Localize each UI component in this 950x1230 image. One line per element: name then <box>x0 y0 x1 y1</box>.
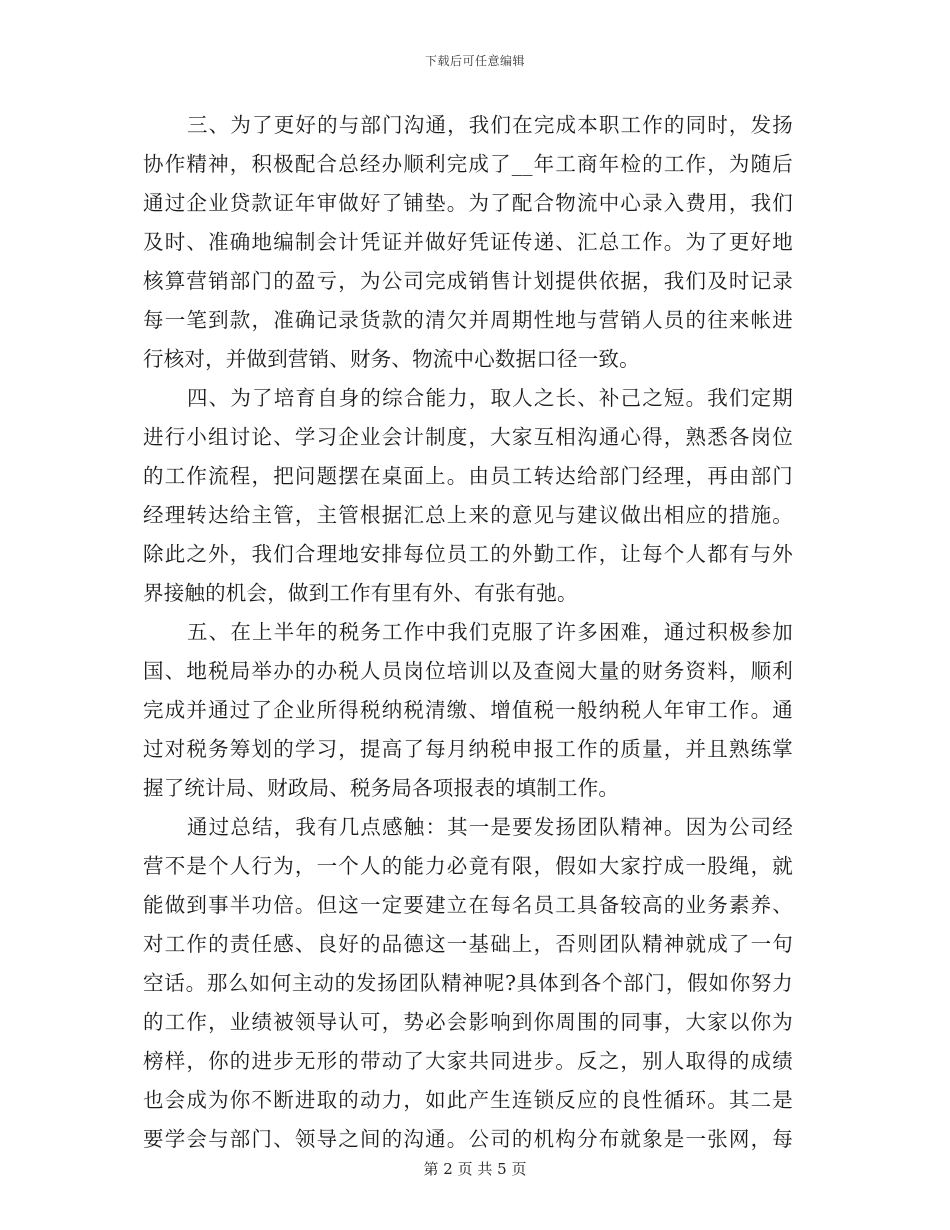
document-body <box>143 106 793 1159</box>
text-line: 通过企业贷款证年审做好了铺垫。为了配合物流中心录入费用，我们 <box>143 191 793 215</box>
text-line: 界接触的机会，做到工作有里有外、有张有弛。 <box>143 581 578 605</box>
text-line: 握了统计局、财政局、税务局各项报表的填制工作。 <box>143 776 620 800</box>
text-line: 除此之外，我们合理地安排每位员工的外勤工作，让每个人都有与外 <box>143 542 793 566</box>
text-line: 协作精神，积极配合总经办顺利完成了__年工商年检的工作，为随后 <box>143 152 793 176</box>
text-line: 过对税务筹划的学习，提高了每月纳税申报工作的质量，并且熟练掌 <box>143 737 793 761</box>
page-footer: 第 2 页 共 5 页 <box>423 1160 527 1178</box>
text-line: 四、为了培育自身的综合能力，取人之长、补己之短。我们定期 <box>187 386 793 410</box>
text-line: 能做到事半功倍。但这一定要建立在每名员工具备较高的业务素养、 <box>143 893 793 917</box>
paragraph-5 <box>143 613 793 808</box>
paragraph-summary <box>143 808 793 1159</box>
text-line: 的工作流程，把问题摆在桌面上。由员工转达给部门经理，再由部门 <box>143 464 793 488</box>
text-line: 行核对，并做到营销、财务、物流中心数据口径一致。 <box>143 347 640 371</box>
text-line: 营不是个人行为，一个人的能力必竟有限，假如大家拧成一股绳，就 <box>143 854 793 878</box>
page-header: 下载后可任意编辑 <box>424 54 525 68</box>
text-line: 也会成为你不断进取的动力，如此产生连锁反应的良性循环。其二是 <box>143 1088 793 1112</box>
paragraph-3 <box>143 106 793 379</box>
text-line: 进行小组讨论、学习企业会计制度，大家互相沟通心得，熟悉各岗位 <box>143 425 793 449</box>
text-line: 核算营销部门的盈亏，为公司完成销售计划提供依据，我们及时记录 <box>143 269 793 293</box>
text-line: 完成并通过了企业所得税纳税清缴、增值税一般纳税人年审工作。通 <box>143 698 793 722</box>
text-line: 的工作，业绩被领导认可，势必会影响到你周围的同事，大家以你为 <box>143 1010 793 1034</box>
text-line: 通过总结，我有几点感触：其一是要发扬团队精神。因为公司经 <box>187 815 793 839</box>
text-line: 空话。那么如何主动的发扬团队精神呢?具体到各个部门，假如你努力 <box>143 971 793 995</box>
text-line: 要学会与部门、领导之间的沟通。公司的机构分布就象是一张网，每 <box>143 1127 793 1151</box>
text-line: 对工作的责任感、良好的品德这一基础上，否则团队精神就成了一句 <box>143 932 793 956</box>
text-line: 每一笔到款，准确记录货款的清欠并周期性地与营销人员的往来帐进 <box>143 308 793 332</box>
text-line: 及时、准确地编制会计凭证并做好凭证传递、汇总工作。为了更好地 <box>143 230 793 254</box>
text-line: 三、为了更好的与部门沟通，我们在完成本职工作的同时，发扬 <box>187 113 793 137</box>
text-line: 经理转达给主管，主管根据汇总上来的意见与建议做出相应的措施。 <box>143 503 793 527</box>
text-line: 国、地税局举办的办税人员岗位培训以及查阅大量的财务资料，顺利 <box>143 659 793 683</box>
paragraph-4 <box>143 379 793 613</box>
text-line: 五、在上半年的税务工作中我们克服了许多困难，通过积极参加 <box>187 620 793 644</box>
text-line: 榜样，你的进步无形的带动了大家共同进步。反之，别人取得的成绩 <box>143 1049 793 1073</box>
